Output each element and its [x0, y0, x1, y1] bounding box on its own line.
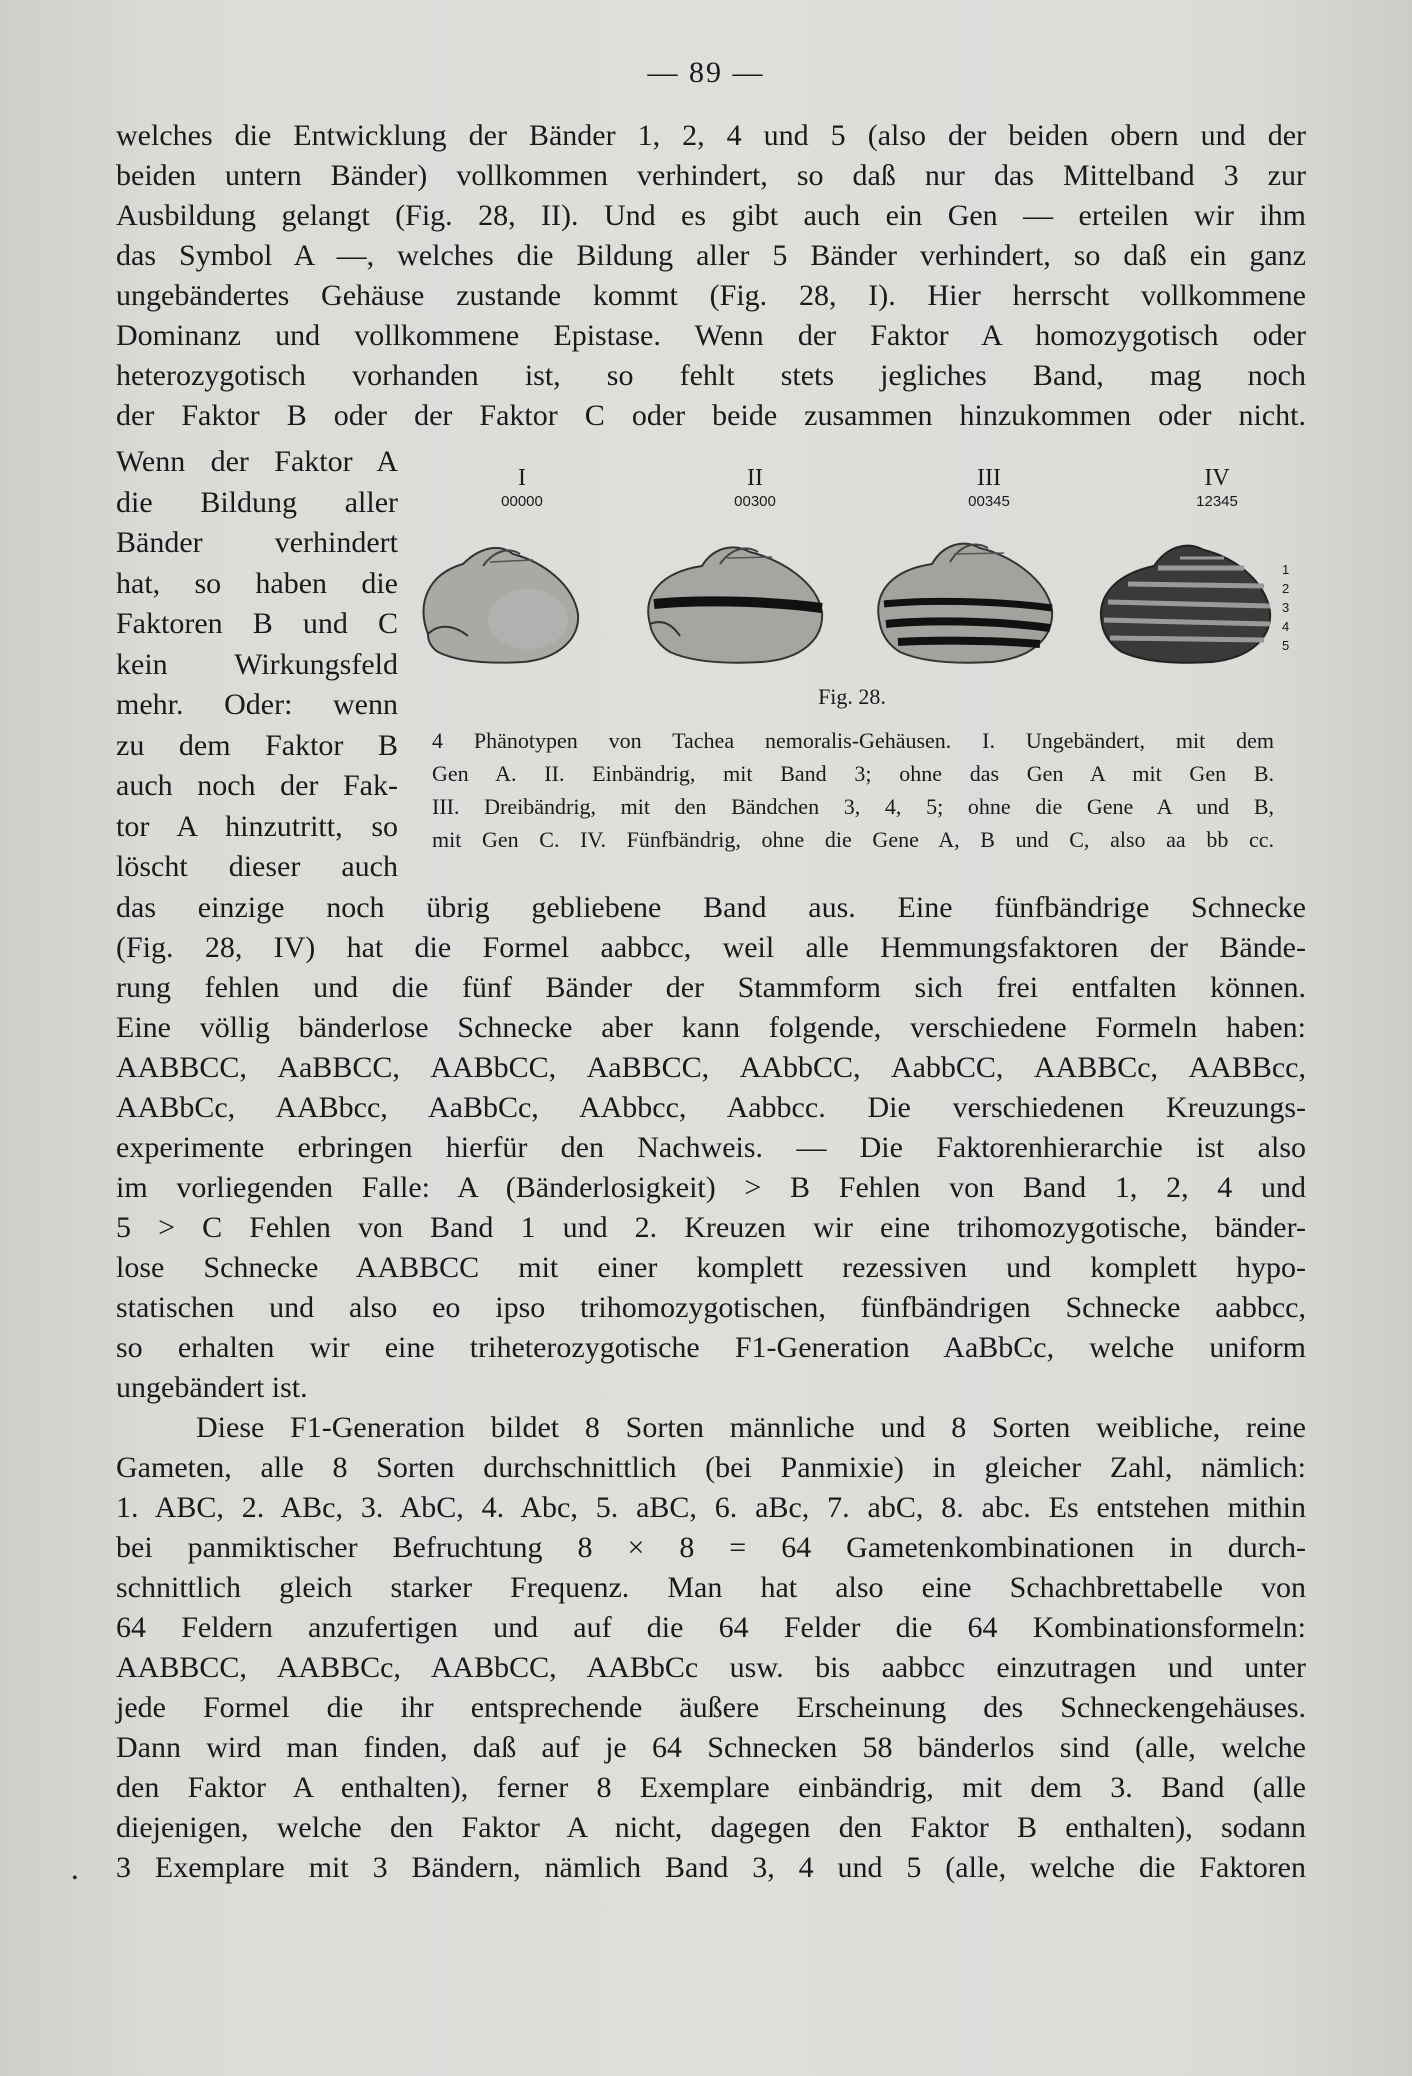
- text-line: lose Schnecke AABBCC mit einer komplett rezessiven und komplett hypo-: [116, 1251, 1306, 1284]
- band-number-1: 1: [1282, 562, 1290, 577]
- text-line: Eine völlig bänderlose Schnecke aber kann folgende, verschiedene Formeln haben:: [116, 1011, 1306, 1044]
- text-line: den Faktor A enthalten), ferner 8 Exemplare einbändrig, mit dem 3. Band (alle: [116, 1771, 1306, 1804]
- text-line: 64 Feldern anzufertigen und auf die 64 Felder die 64 Kombinationsformeln:: [116, 1611, 1306, 1644]
- text-line: statischen und also eo ipso trihomozygotischen, fünfbändrigen Schnecke aabbcc,: [116, 1291, 1306, 1324]
- text-line: diejenigen, welche den Faktor A nicht, dagegen den Faktor B enthalten), sodann: [116, 1811, 1306, 1844]
- text-line: heterozygotisch vorhanden ist, so fehlt stets jegliches Band, mag noch: [116, 359, 1306, 392]
- page-number: — 89 —: [647, 56, 765, 89]
- text-line: auch noch der Fak-: [116, 769, 398, 802]
- paragraph-top: [116, 116, 1306, 436]
- text-line: der Faktor B oder der Faktor C oder beide zusammen hinzukommen oder nicht.: [116, 399, 1306, 432]
- text-line: Bänder verhindert: [116, 526, 398, 559]
- shell-roman-2: II: [747, 465, 763, 491]
- text-line: das einzige noch übrig gebliebene Band aus. Eine fünfbändrige Schnecke: [116, 891, 1306, 924]
- text-line: jede Formel die ihr entsprechende äußere Erscheinung des Schneckengehäuses.: [116, 1691, 1306, 1724]
- text-line: zu dem Faktor B: [116, 728, 398, 762]
- text-line: Wenn der Faktor A: [116, 445, 398, 478]
- text-line: III. Dreibändrig, mit den Bändchen 3, 4, 5; ohne die Gene A und B,: [432, 794, 1274, 819]
- shell-code-2: 00300: [734, 493, 776, 510]
- shell-unbanded: [408, 524, 588, 674]
- text-line: ungebändert ist.: [116, 1371, 308, 1404]
- text-line: rung fehlen und die fünf Bänder der Stammform sich frei entfalten können.: [116, 971, 1306, 1004]
- text-line: Faktoren B und C: [116, 607, 398, 640]
- shell-five-bands: [1088, 522, 1278, 674]
- paragraph-side-column: [116, 442, 398, 888]
- text-line: mit Gen C. IV. Fünfbändrig, ohne die Gene A, B und C, also aa bb cc.: [432, 827, 1274, 852]
- text-line: schnittlich gleich starker Frequenz. Man hat also eine Schachbrettabelle von: [116, 1571, 1306, 1604]
- shell-label-4: [1167, 466, 1267, 512]
- shell-roman-1: I: [518, 465, 526, 491]
- text-line: mehr. Oder: wenn: [116, 688, 398, 721]
- text-line: Gen A. II. Einbändrig, mit Band 3; ohne das Gen A mit Gen B.: [432, 761, 1274, 786]
- figure-label: Fig. 28.: [818, 684, 886, 709]
- shell-code-1: 00000: [501, 493, 543, 510]
- text-line: 1. ABC, 2. ABc, 3. AbC, 4. Abc, 5. aBC, 6. aBc, 7. abC, 8. abc. Es entstehen mithin: [116, 1491, 1306, 1524]
- shell-roman-4: IV: [1204, 465, 1230, 491]
- text-line: hat, so haben die: [116, 566, 398, 600]
- text-line: kein Wirkungsfeld: [116, 647, 398, 681]
- text-line: löscht dieser auch: [116, 850, 398, 883]
- text-line: beiden untern Bänder) vollkommen verhindert, so daß nur das Mittelband 3 zur: [116, 159, 1306, 192]
- text-line: im vorliegenden Falle: A (Bänderlosigkeit) > B Fehlen von Band 1, 2, 4 und: [116, 1171, 1306, 1204]
- text-line: tor A hinzutritt, so: [116, 809, 398, 843]
- shell-code-4: 12345: [1196, 493, 1238, 510]
- band-number-3: 3: [1282, 600, 1290, 615]
- text-line: (Fig. 28, IV) hat die Formel aabbcc, weil alle Hemmungsfaktoren der Bände-: [116, 931, 1306, 964]
- band-number-2: 2: [1282, 581, 1290, 596]
- shell-label-1: [482, 466, 562, 512]
- text-line: Ausbildung gelangt (Fig. 28, II). Und es gibt auch ein Gen — erteilen wir ihm: [116, 199, 1306, 232]
- shell-one-band: [632, 524, 832, 674]
- figure-caption: [432, 724, 1274, 856]
- paragraph-body: [116, 888, 1306, 1888]
- text-line: Diese F1-Generation bildet 8 Sorten männliche und 8 Sorten weibliche, reine: [196, 1411, 1306, 1444]
- text-line: experimente erbringen hierfür den Nachweis. — Die Faktorenhierarchie ist also: [116, 1131, 1306, 1164]
- text-line: die Bildung aller: [116, 485, 398, 519]
- margin-mark: •: [72, 1870, 78, 1887]
- band-number-4: 4: [1282, 619, 1290, 634]
- text-line: Dominanz und vollkommene Epistase. Wenn der Faktor A homozygotisch oder: [116, 319, 1306, 352]
- text-line: 4 Phänotypen von Tachea nemoralis-Gehäusen. I. Ungebändert, mit dem: [432, 728, 1274, 753]
- text-line: ungebändertes Gehäuse zustande kommt (Fig. 28, I). Hier herrscht vollkommene: [116, 279, 1306, 312]
- text-line: so erhalten wir eine triheterozygotische F1-Generation AaBbCc, welche uniform: [116, 1331, 1306, 1364]
- text-line: welches die Entwicklung der Bänder 1, 2, 4 und 5 (also der beiden obern und der: [116, 119, 1306, 152]
- text-line: AABbCc, AABbcc, AaBbCc, AAbbcc, Aabbcc. Die verschiedenen Kreuzungs-: [116, 1091, 1306, 1124]
- text-line: 5 > C Fehlen von Band 1 und 2. Kreuzen wir eine trihomozygotische, bänder-: [116, 1211, 1306, 1244]
- text-line: bei panmiktischer Befruchtung 8 × 8 = 64 Gametenkombinationen in durch-: [116, 1531, 1306, 1564]
- shell-three-bands: [862, 520, 1062, 676]
- shell-code-3: 00345: [968, 493, 1010, 510]
- band-numbers: [1282, 560, 1289, 655]
- text-line: AABBCC, AaBBCC, AABbCC, AaBBCC, AAbbCC, AabbCC, AABBCc, AABBcc,: [116, 1051, 1306, 1084]
- text-line: AABBCC, AABBCc, AABbCC, AABbCc usw. bis aabbcc einzutragen und unter: [116, 1651, 1306, 1684]
- shell-label-2: [710, 466, 800, 512]
- shell-label-3: [944, 466, 1034, 512]
- band-number-5: 5: [1282, 638, 1290, 653]
- shell-roman-3: III: [977, 465, 1001, 491]
- text-line: das Symbol A —, welches die Bildung aller 5 Bänder verhindert, so daß ein ganz: [116, 239, 1306, 272]
- text-line: 3 Exemplare mit 3 Bändern, nämlich Band 3, 4 und 5 (alle, welche die Faktoren: [116, 1851, 1306, 1884]
- text-line: Dann wird man finden, daß auf je 64 Schnecken 58 bänderlos sind (alle, welche: [116, 1731, 1306, 1764]
- text-line: Gameten, alle 8 Sorten durchschnittlich (bei Panmixie) in gleicher Zahl, nämlich:: [116, 1451, 1306, 1484]
